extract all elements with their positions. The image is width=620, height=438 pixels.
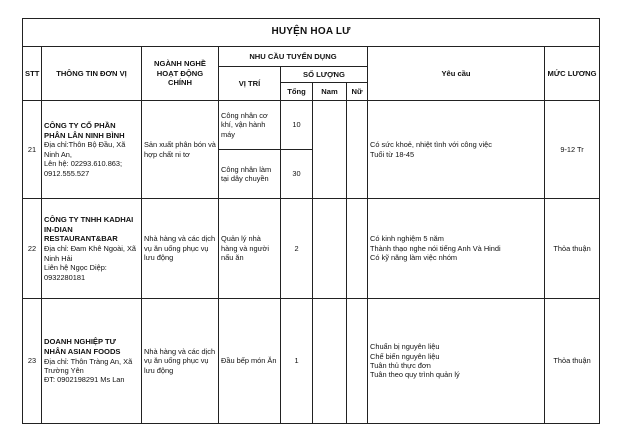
header-requirements: Yêu cầu [368, 47, 545, 101]
header-salary: MỨC LƯƠNG [545, 47, 600, 101]
district-title: HUYỆN HOA LƯ [23, 19, 600, 47]
requirement-item: Tuổi từ 18-45 [370, 149, 415, 159]
table-row [23, 299, 600, 424]
requirement-item: Có sức khoẻ, nhiệt tình với công việc [370, 140, 492, 150]
header-position: VỊ TRÍ [219, 67, 281, 101]
row-stt: 23 [23, 299, 42, 424]
header-quantity: SỐ LƯỢNG [281, 67, 368, 83]
requirements-cell [368, 101, 545, 199]
industry-cell: Nhà hàng và các dịch vụ ăn uống phục vụ lưu động [142, 299, 219, 424]
female-cell [347, 101, 368, 199]
company-contact: ĐT: 0902198291 Ms Lan [44, 375, 125, 385]
salary-cell: Thỏa thuận [545, 199, 600, 299]
position-total: 30 [281, 149, 312, 198]
company-address: Địa chỉ: Đam Khê Ngoài, Xã Ninh Hải [44, 244, 137, 263]
requirements-cell [368, 199, 545, 299]
recruitment-table [22, 18, 600, 424]
requirement-item: Chuẩn bị nguyên liệu [370, 342, 440, 352]
requirement-item: Chế biến nguyên liệu [370, 351, 440, 361]
row-stt: 21 [23, 101, 42, 199]
header-total: Tổng [281, 83, 313, 101]
requirement-item: Có kinh nghiệm 5 năm [370, 234, 444, 244]
position-title: Quản lý nhà hàng và người nấu ăn [219, 199, 281, 299]
industry-cell: Sản xuất phân bón và hợp chất ni tơ [142, 101, 219, 199]
male-cell [313, 199, 347, 299]
requirement-item: Tuân thủ thực đơn [370, 361, 431, 370]
company-name: CÔNG TY CỔ PHẦN PHÂN LÂN NINH BÌNH [44, 120, 125, 140]
position-total: 2 [281, 199, 313, 299]
company-contact: Liên hệ Ngọc Diệp: 0932280181 [44, 263, 107, 282]
row-stt: 22 [23, 199, 42, 299]
salary-cell: Thỏa thuận [545, 299, 600, 424]
company-info [42, 299, 142, 424]
position-cell [219, 101, 281, 199]
position-title: Công nhân làm tại dây chuyền [219, 149, 280, 198]
company-contact: Lên hệ: 02293.610.863; 0912.555.527 [44, 159, 123, 178]
salary-cell: 9-12 Tr [545, 101, 600, 199]
header-main-industry: NGÀNH NGHỀ HOẠT ĐỘNG CHÍNH [142, 47, 219, 101]
table-row [23, 199, 600, 299]
requirement-item: Có kỹ năng làm việc nhóm [370, 253, 458, 263]
position-total: 10 [292, 120, 301, 130]
industry-cell: Nhà hàng và các dịch vụ ăn uống phục vụ lưu động [142, 199, 219, 299]
position-total: 1 [281, 299, 313, 424]
company-address: Địa chỉ:Thôn Bộ Đầu, Xã Ninh An, [44, 140, 126, 159]
male-cell [313, 101, 347, 199]
female-cell [347, 199, 368, 299]
company-address: Địa chỉ: Thôn Tràng An, Xã Trường Yên [44, 356, 133, 375]
header-unit-info: THÔNG TIN ĐƠN VỊ [42, 47, 142, 101]
header-male: Nam [313, 83, 347, 101]
total-cell [281, 101, 313, 199]
requirements-cell [368, 299, 545, 424]
company-name: DOANH NGHIỆP TƯ NHÂN ASIAN FOODS [44, 337, 121, 356]
requirement-item: Tuân theo quy trình quản lý [370, 370, 460, 380]
position-title: Công nhân cơ khí, vận hành máy [221, 110, 268, 139]
header-recruitment-demand: NHU CẦU TUYỂN DỤNG [219, 47, 368, 67]
table-row [23, 101, 600, 199]
female-cell [347, 299, 368, 424]
position-title: Đầu bếp món Ăn [219, 299, 281, 424]
header-female: Nữ [347, 83, 368, 101]
header-stt: STT [23, 47, 42, 101]
requirement-item: Thành thạo nghe nói tiếng Anh Và Hindi [370, 243, 501, 253]
company-info [42, 199, 142, 299]
company-info [42, 101, 142, 199]
male-cell [313, 299, 347, 424]
company-name: CÔNG TY TNHH KADHAI IN-DIAN RESTAURANT&BAR [44, 214, 134, 244]
